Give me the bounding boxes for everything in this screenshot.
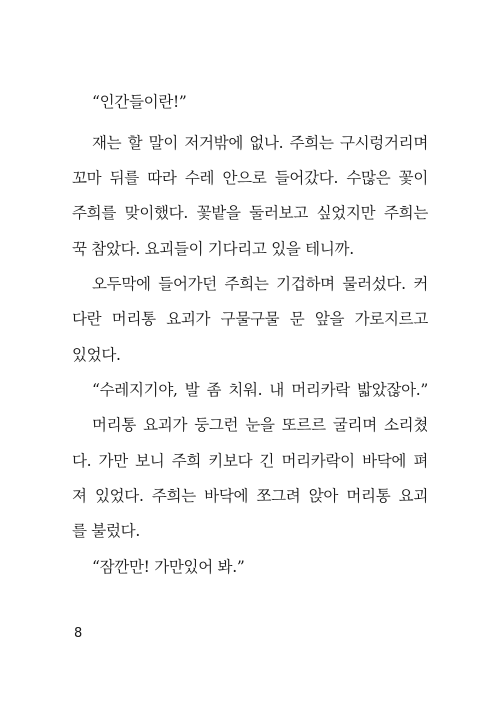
page-number: 8: [74, 626, 83, 641]
text-line: 재는 할 말이 저거밖에 없나. 주희는 구시렁거리며: [92, 134, 428, 152]
text-line: 꾹 참았다. 요괴들이 기다리고 있을 테니까.: [72, 240, 354, 258]
text-line: 다란 머리통 요괴가 구물구물 문 앞을 가로지르고: [72, 310, 428, 328]
text-line: 주희를 맞이했다. 꽃밭을 둘러보고 싶었지만 주희는: [72, 204, 428, 222]
text-line: 를 불렀다.: [72, 522, 140, 540]
text-line: 오두막에 들어가던 주희는 기겁하며 물러섰다. 커: [92, 275, 428, 293]
text-line: 꼬마 뒤를 따라 수레 안으로 들어갔다. 수많은 꽃이: [72, 169, 428, 187]
text-line: 있었다.: [72, 346, 121, 364]
text-line: 져 있었다. 주희는 바닥에 쪼그려 앉아 머리통 요괴: [72, 487, 428, 505]
text-line: “수레지기야, 발 좀 치워. 내 머리카락 밟았잖아.”: [92, 381, 428, 399]
text-line: “인간들이란!”: [92, 93, 187, 111]
text-line: 머리통 요괴가 둥그런 눈을 또르르 굴리며 소리쳤: [92, 416, 428, 434]
text-line: 다. 가만 보니 주희 키보다 긴 머리카락이 바닥에 펴: [72, 452, 428, 470]
text-line: “잠깐만! 가만있어 봐.”: [92, 558, 245, 576]
